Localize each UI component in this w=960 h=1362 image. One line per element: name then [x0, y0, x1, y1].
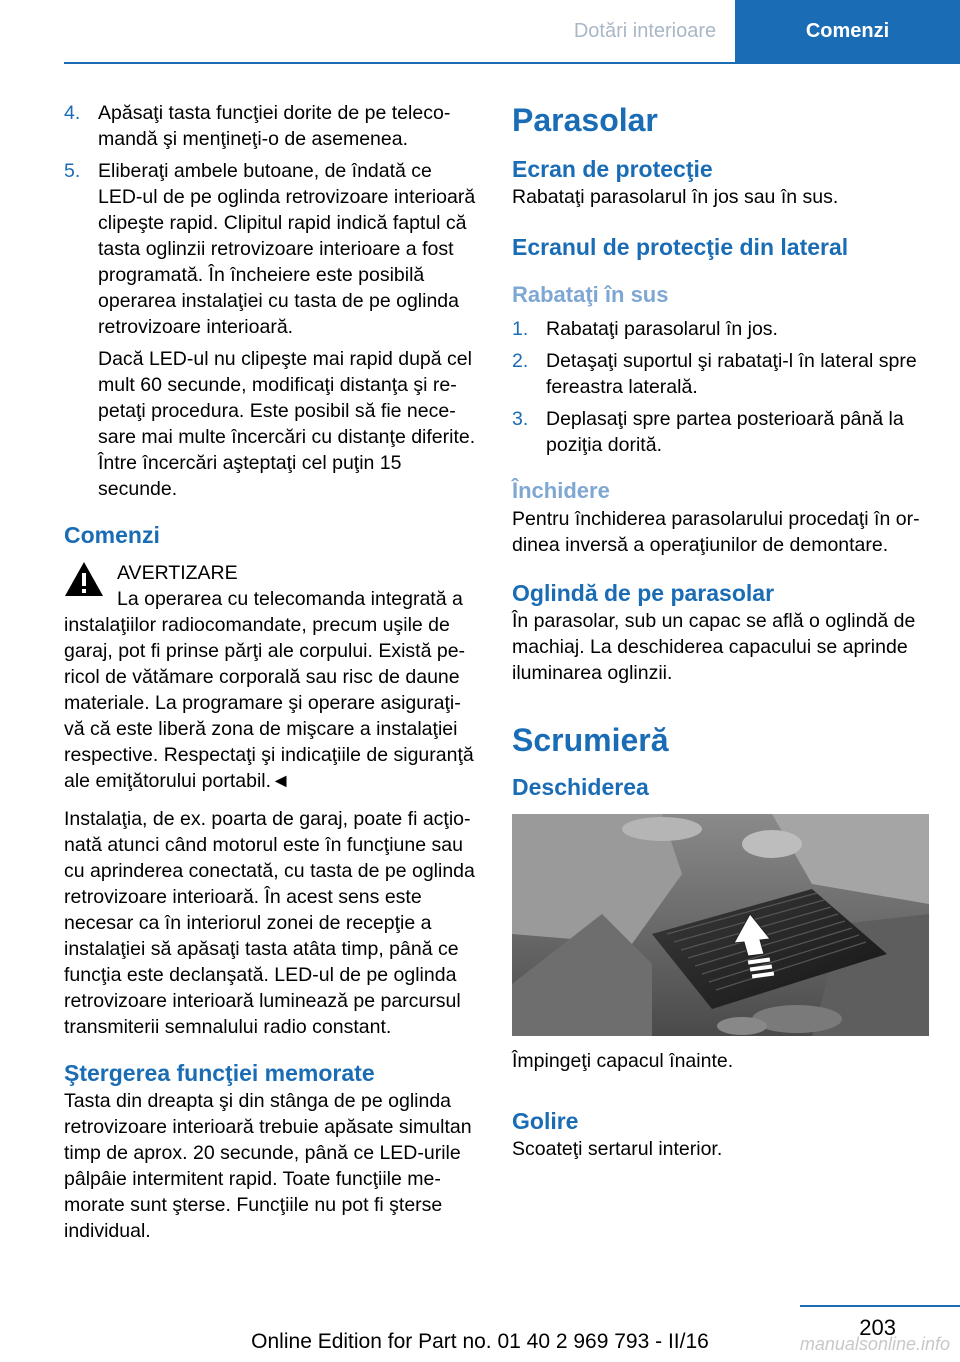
page-header	[555, 0, 960, 62]
header-rule	[64, 62, 960, 64]
footer-rule	[800, 1305, 960, 1307]
list-item	[512, 316, 929, 342]
step-number: 3.	[512, 408, 529, 430]
step-number: 1.	[512, 318, 529, 340]
chapter-title: Scrumieră	[512, 722, 669, 758]
step-text: Rabataţi parasolarul în jos.	[546, 318, 778, 340]
list-item	[64, 158, 479, 340]
list-item	[512, 348, 929, 400]
subsection-heading: Rabataţi în sus	[512, 282, 669, 307]
step-text: Apăsaţi tasta funcţiei dorite de pe telecomandă şi menţineţi-o de asemenea.	[98, 102, 451, 150]
steps-list	[512, 316, 929, 458]
left-column	[64, 100, 479, 1244]
section-heading: Ştergerea funcţiei memorate	[64, 1060, 375, 1086]
ashtray-illustration	[512, 814, 929, 1036]
body-text: Tasta din dreapta şi din stânga de pe oglinda retrovizoare interioară trebuie apăsate simultan timp de aprox. 20 secunde, până ce LED-urile pâlpâie intermitent rapid. Toate funcţiile memorate sunt şterse. Funcţiile nu pot fi şterse individual.	[64, 1090, 472, 1242]
ashtray-photo	[512, 814, 929, 1036]
warning-title: AVERTIZARE	[117, 562, 238, 584]
body-text: Scoateţi sertarul interior.	[512, 1138, 723, 1160]
list-item	[64, 100, 479, 152]
list-item	[512, 406, 929, 458]
body-text: Rabataţi parasolarul în jos sau în sus.	[512, 186, 839, 208]
body-text: Împingeţi capacul înainte.	[512, 1050, 734, 1072]
section-heading: Ecran de protecţie	[512, 156, 713, 182]
current-section-tab[interactable]: Comenzi	[735, 0, 960, 62]
warning-box	[64, 560, 479, 794]
step-text: Detaşaţi suportul şi rabataţi-l în lateral spre fereastra laterală.	[546, 350, 917, 398]
body-text: Instalaţia, de ex. poarta de garaj, poate fi acţionată atunci când motorul este în funcţiune sau cu aprinderea conectată, cu tasta de pe oglinda retrovizoare interioară. În acest sens este necesar ca în interiorul zonei de recepţie a instalaţiei să apăsaţi tasta atâta timp, până ce funcţia este declanşată. LED-ul de pe oglinda retrovizoare interioară luminează pe parcursul transmiterii semnalului radio constant.	[64, 808, 475, 1038]
warning-icon	[64, 560, 104, 598]
section-heading: Ecranul de protecţie din lateral	[512, 234, 849, 260]
warning-text: La operarea cu telecomanda integrată a instalaţiilor radiocomandate, precum uşile de garaj, pot fi prinse părţi ale corpului. Există pericol de vătămare corporală sau risc de daune materiale. La programare şi operare asiguraţi-vă că este liberă zona de mişcare a instalaţiei respective. Respectaţi şi indicaţiile de siguranţă ale emiţătorului portabil.◄	[64, 588, 474, 792]
page-number: 203	[859, 1315, 896, 1340]
step-note: Dacă LED-ul nu clipeşte mai rapid după cel mult 60 secunde, modificaţi distanţa şi repetaţi procedura. Este posibil să fie necesare mai multe încercări cu distanţe diferite. Între încercări aşteptaţi cel puţin 15 secunde.	[98, 348, 476, 500]
edition-note: Online Edition for Part no. 01 40 2 969 793 - II/16	[251, 1330, 709, 1353]
right-column	[512, 100, 929, 1162]
watermark: manualsonline.info	[799, 1334, 950, 1354]
section-heading: Comenzi	[64, 522, 160, 548]
step-number: 2.	[512, 350, 529, 372]
section-heading: Oglindă de pe parasolar	[512, 580, 775, 606]
subsection-heading: Închidere	[512, 478, 610, 503]
step-text: Deplasaţi spre partea posterioară până la poziţia dorită.	[546, 408, 904, 456]
section-heading: Deschiderea	[512, 774, 649, 800]
body-text: În parasolar, sub un capac se află o oglindă de machiaj. La deschiderea capacului se aprinde iluminarea oglinzii.	[512, 610, 916, 684]
step-number: 5.	[64, 160, 81, 182]
chapter-title: Parasolar	[512, 102, 658, 138]
step-number: 4.	[64, 102, 81, 124]
step-text: Eliberaţi ambele butoane, de îndată ce LED-ul de pe oglinda retrovizoare interioară clipeşte rapid. Clipitul rapid indică faptul că tasta oglinzii retrovizoare interioare a fost programată. În încheiere este posibilă operarea instalaţiei cu tasta de pe oglinda retrovizoare interioară.	[98, 160, 476, 338]
section-heading: Golire	[512, 1108, 579, 1134]
body-text: Pentru închiderea parasolarului procedaţi în ordinea inversă a operaţiunilor de demontare.	[512, 508, 920, 556]
section-tab[interactable]: Dotări interioare	[555, 0, 735, 62]
